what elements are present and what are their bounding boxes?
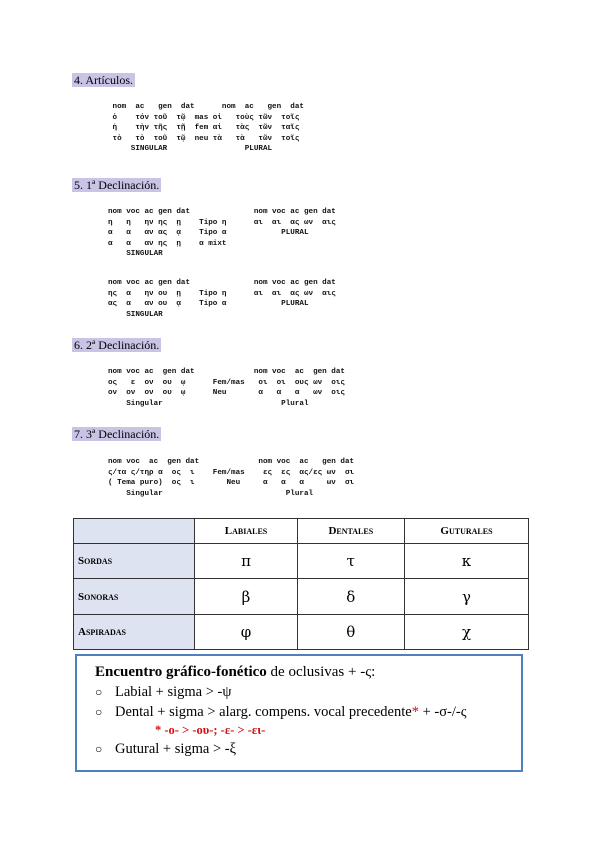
list-item bbox=[95, 702, 521, 722]
table-cell: χ bbox=[404, 614, 528, 649]
bullet-icon: ○ bbox=[95, 705, 103, 719]
col-header-dentales: Dentales bbox=[297, 519, 404, 544]
table-header-row bbox=[74, 519, 529, 544]
articulos-table: nom ac gen dat nom ac gen dat ὁ τόν τοῦ τῷ mas οἱ τοὺς τῶν τοῖς ἡ τὴν τῆς τῇ fem αἱ τὰς τῶν ταῖς τὸ τὸ τοῦ τῷ neu τὰ τὰ τῶν τοῖς SINGULAR PLURAL bbox=[112, 103, 304, 153]
table-cell: β bbox=[195, 579, 297, 614]
encuentro-box bbox=[75, 654, 523, 772]
rule-dental: Dental + sigma > alarg. compens. vocal precedente bbox=[115, 704, 412, 720]
segunda-declinacion-block: nom voc ac gen dat nom voc ac gen dat ος ε ον ου ῳ Fem/mas οι οι ους ων οις ον ον ον ου ῳ Neu α α α ων οις Singular Plural bbox=[108, 368, 345, 408]
bullet-icon: ○ bbox=[95, 685, 103, 699]
primera-declinacion-block-2: nom voc ac gen dat nom voc ac gen dat ης α ην ου ῃ Tipo η αι αι ας ων αις ας α αν ου ᾳ Tipo α PLURAL SINGULAR bbox=[108, 279, 336, 319]
table-cell: κ bbox=[404, 544, 528, 579]
rule-labial: Labial + sigma > -ψ bbox=[115, 684, 232, 700]
bullet-icon: ○ bbox=[95, 742, 103, 756]
col-header-guturales: Guturales bbox=[404, 519, 528, 544]
section-heading-primera-declinacion: 5. 1ª Declinación. bbox=[74, 178, 160, 192]
box-title-bold: Encuentro gráfico-fonético bbox=[95, 664, 267, 680]
table-cell: γ bbox=[404, 579, 528, 614]
table-cell: φ bbox=[195, 614, 297, 649]
list-item bbox=[95, 682, 521, 702]
oclusivas-table bbox=[73, 518, 529, 650]
section-heading-articulos: 4. Artículos. bbox=[74, 73, 133, 87]
table-cell: τ bbox=[297, 544, 404, 579]
table-row bbox=[74, 614, 529, 649]
rule-dental-tail: + -σ-/-ς bbox=[418, 704, 467, 720]
row-header-aspiradas: Aspiradas bbox=[74, 614, 195, 649]
table-cell: δ bbox=[297, 579, 404, 614]
col-header-labiales: Labiales bbox=[195, 519, 297, 544]
table-corner bbox=[74, 519, 195, 544]
table-cell: θ bbox=[297, 614, 404, 649]
list-item bbox=[95, 739, 521, 759]
rule-gutural: Gutural + sigma > -ξ bbox=[115, 741, 237, 757]
table-row bbox=[74, 544, 529, 579]
box-title bbox=[95, 662, 521, 682]
table-row bbox=[74, 579, 529, 614]
table-cell: π bbox=[195, 544, 297, 579]
asterisk-mark: * bbox=[411, 704, 419, 720]
section-heading-segunda-declinacion: 6. 2ª Declinación. bbox=[74, 338, 160, 352]
primera-declinacion-block-1: nom voc ac gen dat nom voc ac gen dat η η ην ης ῃ Tipo η αι αι ας ων αις α α αν ας ᾳ Tipo α PLURAL α α αν ης ῃ α mixt SINGULAR bbox=[108, 208, 336, 258]
compensation-note: * -ο- > -ου-; -ε- > -ει- bbox=[155, 723, 266, 737]
section-heading-tercera-declinacion: 7. 3ª Declinación. bbox=[74, 427, 160, 441]
box-title-rest: de oclusivas + -ς: bbox=[266, 664, 376, 680]
row-header-sordas: Sordas bbox=[74, 544, 195, 579]
row-header-sonoras: Sonoras bbox=[74, 579, 195, 614]
tercera-declinacion-block: nom voc ac gen dat nom voc ac gen dat ς/τα ς/τηρ α ος ι Fem/mas ες ες ας/ες ων σι ( Tema puro) ος ι Neu α α α ων σι Singular Plural bbox=[108, 458, 355, 498]
